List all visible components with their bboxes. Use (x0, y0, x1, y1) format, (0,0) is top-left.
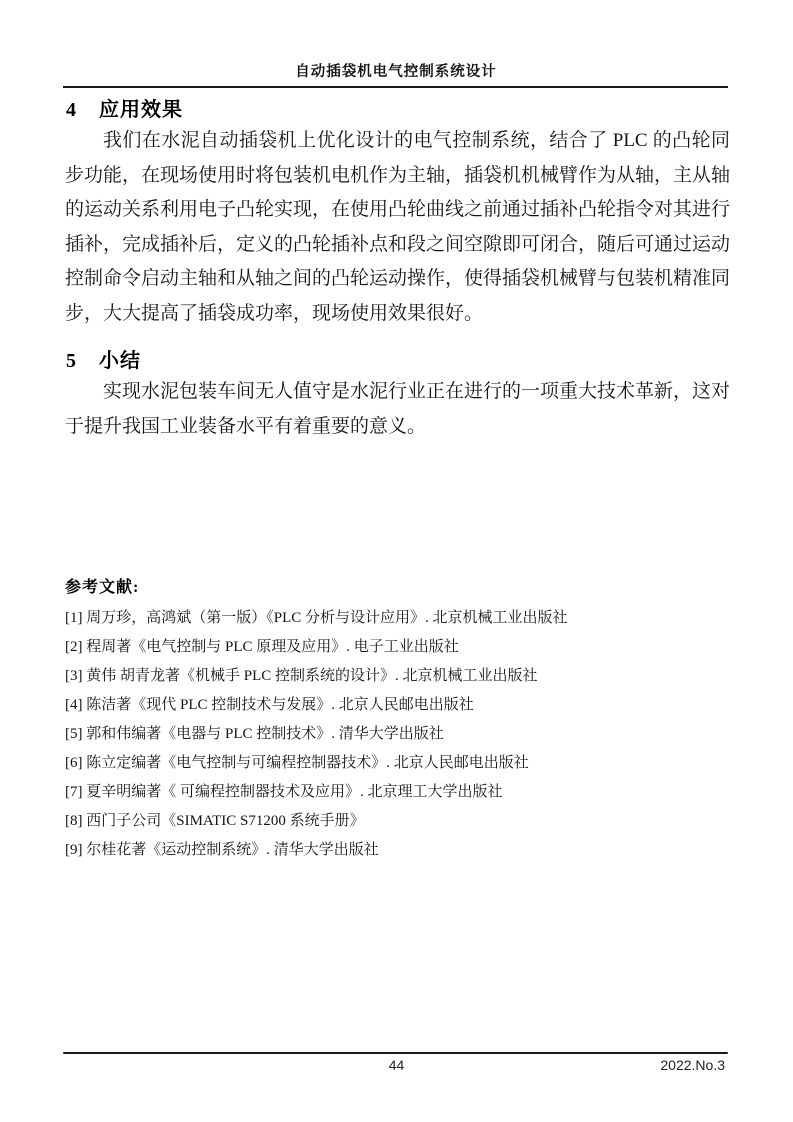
section-4-heading (66, 93, 730, 122)
page-footer (0, 1057, 793, 1077)
reference-item: [4] 陈洁著《现代 PLC 控制技术与发展》. 北京人民邮电出版社 (65, 697, 474, 713)
reference-item: [1] 周万珍，高鸿斌（第一版）《PLC 分析与设计应用》. 北京机械工业出版社 (65, 610, 568, 626)
footer-divider (63, 1052, 728, 1054)
section-4-title: 应用效果 (99, 99, 183, 121)
references-list (65, 604, 730, 865)
reference-item: [2] 程周著《电气控制与 PLC 原理及应用》. 电子工业出版社 (65, 639, 459, 655)
section-5-number: 5 (66, 350, 77, 372)
running-header-title: 自动插袋机电气控制系统设计 (295, 64, 497, 80)
header-divider (63, 86, 728, 88)
reference-item: [6] 陈立定编著《电气控制与可编程控制器技术》. 北京人民邮电出版社 (65, 755, 529, 771)
section-5-title: 小结 (99, 350, 141, 372)
section-4-paragraph: 我们在水泥自动插袋机上优化设计的电气控制系统，结合了 PLC 的凸轮同步功能，在现场使用时将包装机电机作为主轴，插袋机机械臂作为从轴，主从轴的运动关系利用电子凸轮实现，在使用凸轮曲线之前通过插补凸轮指令对其进行插补，完成插补后，定义的凸轮插补点和段之间空隙即可闭合，随后可通过运动控制命令启动主轴和从轴之间的凸轮运动操作，使得插袋机械臂与包装机精准同步，大大提高了插袋成功率，现场使用效果很好。 (65, 130, 731, 324)
page-number: 44 (388, 1057, 405, 1073)
reference-item: [8] 西门子公司《SIMATIC S71200 系统手册》 (65, 813, 365, 829)
reference-item: [7] 夏辛明编著《 可编程控制器技术及应用》. 北京理工大学出版社 (65, 784, 503, 800)
reference-item: [9] 尔桂花著《运动控制系统》. 清华大学出版社 (65, 842, 379, 858)
references-heading: 参考文献: (65, 579, 140, 596)
section-4-number: 4 (66, 99, 77, 121)
reference-item: [3] 黄伟 胡青龙著《机械手 PLC 控制系统的设计》. 北京机械工业出版社 (65, 668, 538, 684)
section-5-heading (66, 344, 730, 373)
issue-label: 2022.No.3 (660, 1057, 725, 1073)
reference-item: [5] 郭和伟编著《电器与 PLC 控制技术》. 清华大学出版社 (65, 726, 444, 742)
section-5-paragraph: 实现水泥包装车间无人值守是水泥行业正在进行的一项重大技术革新，这对于提升我国工业装备水平有着重要的意义。 (65, 381, 731, 437)
